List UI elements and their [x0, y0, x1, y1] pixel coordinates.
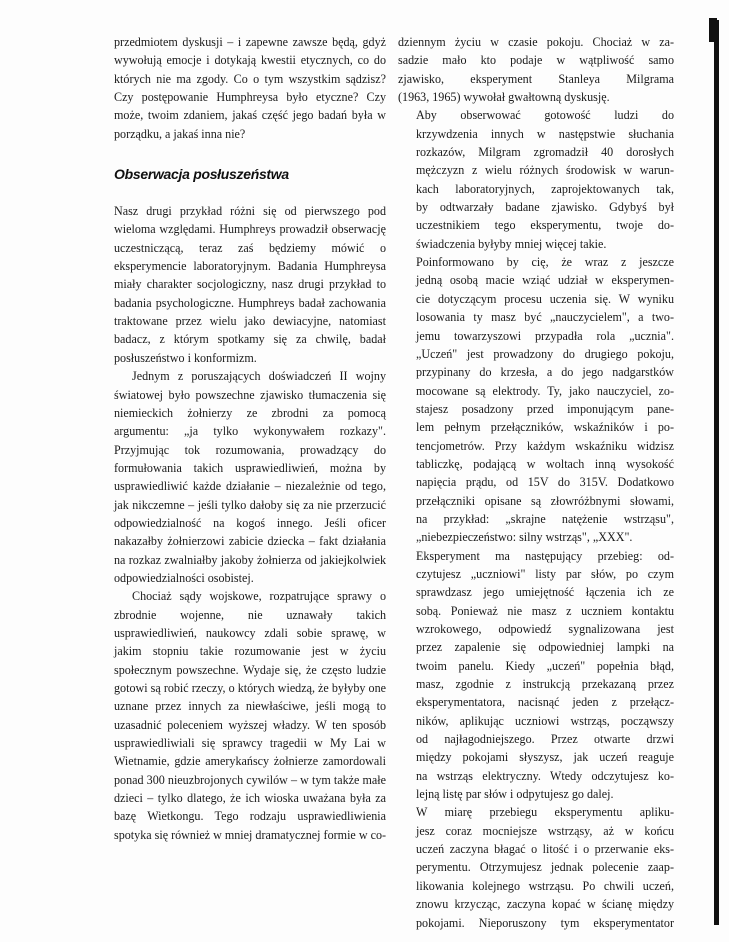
text-line: dziennym życiu w czasie pokoju. Chociaż w za-	[398, 35, 674, 49]
text-line: tencjometrów. Przy każdym wskaźniku widzisz	[416, 438, 674, 453]
text-line: eksperymentatora, nacisnąć jeden z przełącz-	[416, 695, 674, 710]
text-line: zjawisko, eksperyment Stanleya Milgrama	[398, 71, 674, 86]
text-line: „Uczeń" jest prowadzony do drugiego pokoju,	[416, 346, 674, 361]
text-line: ników, aplikując uczniowi wstrząs, począwszy	[416, 713, 674, 728]
text-line: lem pełnym przełączników, wskaźników i po-	[416, 420, 674, 435]
text-line: jemu towarzyszowi przypadła rola „ucznia".	[416, 328, 674, 343]
text-line: przypinany do krzesła, a do jego nadgarstków	[416, 365, 674, 380]
text-line: by odtwarzały badane zjawisko. Gdybyś był	[416, 200, 674, 215]
paragraph	[398, 547, 674, 804]
text-line: Eksperyment ma następujący przebieg: od-	[416, 548, 674, 563]
text-line: uczeń zaczyna błagać o litość i o przerwanie eks-	[416, 842, 674, 857]
text-line: wzrokowego, odpowiedź sygnalizowana jest	[416, 622, 674, 636]
text-line: Aby obserwować gotowość ludzi do	[416, 108, 674, 123]
text-line: przełączniki opisane są złowróżbnymi słowami,	[416, 493, 674, 508]
text-line: (1963, 1965) wywołał gwałtowną dyskusję.	[398, 90, 610, 105]
text-line: perymentu. Otrzymujesz jednak polecenie zaap-	[416, 860, 674, 875]
text-line: znowu krzycząc, zaczyna kopać w ścianę między	[416, 897, 674, 912]
paragraph-continued	[398, 33, 674, 106]
text-line: między pokojami słyszysz, jak uczeń reaguje	[416, 750, 674, 765]
text-line: świadczenia byłyby mniej więcej takie.	[416, 236, 607, 251]
text-line: kach laboratoryjnych, zaprojektowanych tak,	[416, 181, 674, 196]
text-line: krzywdzenia innych w następstwie słuchania	[416, 126, 674, 141]
paragraph	[398, 106, 674, 253]
paragraph: Nasz drugi przykład różni się od pierwszego pod wieloma względami. Humphreys prowadził obserwację uczestniczącą, teraz zaś będziemy mówić o eksperymencie laboratoryjnym. Badania Humphreysa miały charakter socjologiczny, nasz drugi przykład to badania psychologiczne. Humphreys badał zachowania traktowane przez wielu jako dewiacyjne, natomiast badacz, z którym spotkamy się za chwilę, badał posłuszeństwo i konformizm.	[114, 204, 386, 365]
paragraph-continued: przedmiotem dyskusji – i zapewne zawsze będą, gdyż wywołują emocje i dotykają kwestii etycznych, co do których nie ma zgody. Co o tym wszystkim sądzisz? Czy postępowanie Humphreysa było etyczne? Czy może, twoim zdaniem, jakaś część jego badań była w porządku, a jakaś inna nie?	[114, 35, 386, 141]
text-line: W miarę przebiegu eksperymentu apliku-	[416, 805, 674, 820]
text-line: tabliczkę, podającą w woltach inną wysokość	[416, 456, 674, 471]
paragraph	[398, 803, 674, 931]
text-line: od najłagodniejszego. Przez otwarte drzwi	[416, 732, 674, 747]
text-line: na wstrząs elektryczny. Wtedy odczytujesz ko-	[416, 768, 674, 783]
text-line: twoim panelu. Kiedy „uczeń" popełnia błąd,	[416, 658, 674, 673]
text-line: jedną osobą macie wziąć udział w eksperymen-	[416, 273, 674, 288]
paragraph	[398, 253, 674, 547]
text-line: mężczyzn z wielu różnych środowisk w warun-	[416, 163, 674, 178]
section-heading: Obserwacja posłuszeństwa	[114, 166, 289, 183]
text-line: cie dotyczącym procesu uczenia się. W wyniku	[416, 291, 674, 306]
text-line: na przykład: „skrajne natężenie wstrząsu",	[416, 511, 674, 526]
text-line: pokojami. Nieporuszony tym eksperymentator	[416, 915, 674, 930]
paragraph: Chociaż sądy wojskowe, rozpatrujące sprawy o zbrodnie wojenne, nie uznawały takich usprawiedliwień, naukowcy zdali sobie sprawę, w jakim stopniu takie rozumowanie jest w życiu społecznym powszechne. Wydaje się, że często ludzie gotowi są robić rzeczy, o których wiedzą, że byłyby one uznane przez innych za niewłaściwe, jeśli mogą to uzasadnić poleceniem wyższej władzy. W ten sposób usprawiedliwiali się sprawcy tragedii w My Lai w Wietnamie, gdzie amerykańscy żołnierze zamordowali ponad 300 nieuzbrojonych cywilów – w tym także małe dzieci – tylko dlatego, że ich wioska uważana była za bazę Wietkongu. Tego rodzaju usprawiedliwienia spotyka się również w mniej dramatycznej formie w co-	[114, 589, 387, 842]
text-line: mocowane są elektrody. Ty, jako nauczyciel, zo-	[416, 383, 674, 398]
text-line: sprawdzasz jego umiejętność łączenia ich ze	[416, 585, 674, 600]
text-line: przez zapalenie się odpowiedniej lampki na	[416, 640, 674, 655]
right-text-column	[398, 33, 674, 932]
text-line: Poinformowano by cię, że wraz z jeszcze	[416, 255, 674, 270]
text-line: rozkazów, Milgram zgromadził 40 dorosłych	[416, 145, 674, 160]
text-line: masz, zgodnie z instrukcją przekazaną przez	[416, 677, 674, 692]
text-line: uczestnikiem tego eksperymentu, twoje do-	[416, 218, 674, 233]
text-line: stajesz posadzony przed imponującym pane-	[416, 401, 674, 416]
text-line: czytujesz „uczniowi" listy par słów, po czym	[416, 566, 674, 581]
text-line: losowania ty masz być „nauczycielem", a two-	[416, 310, 674, 325]
text-line: napięcia prądu, od 15V do 315V. Dodatkowo	[416, 475, 674, 490]
text-line: sobą. Ponieważ nie masz z uczniem kontaktu	[416, 603, 674, 618]
text-line: „niebezpieczeństwo: silny wstrząs", „XXX".	[416, 530, 633, 545]
text-line: likowania kolejnego wstrząsu. Po chwili uczeń,	[416, 878, 674, 893]
left-text-column	[114, 33, 386, 844]
text-line: sadzie mało kto podaje w wątpliwość samo	[398, 53, 674, 68]
scan-edge-shadow	[714, 20, 719, 925]
paragraph: Jednym z poruszających doświadczeń II wojny światowej było powszechne zjawisko tłumaczenia się niemieckich żołnierzy ze zbrodni za pomocą argumentu: „ja tylko wykonywałem rozkazy". Przyjmując tok rozumowania, prowadzący do formułowania takich usprawiedliwień, można by usprawiedliwić każde działanie – niezależnie od tego, jak nikczemne – jeśli tylko dałoby się za nie przerzucić odpowiedzialność na kogoś innego. Jeśli oficer nakazałby żołnierzowi zabicie dziecka – fakt działania na rozkaz zwalniałby jakoby żołnierza od jakiejkolwiek odpowiedzialności osobistej.	[114, 369, 386, 585]
text-line: jesz coraz mocniejsze wstrząsy, aż w końcu	[416, 823, 674, 838]
text-line: lejną listę par słów i odpytujesz go dalej.	[416, 787, 614, 802]
